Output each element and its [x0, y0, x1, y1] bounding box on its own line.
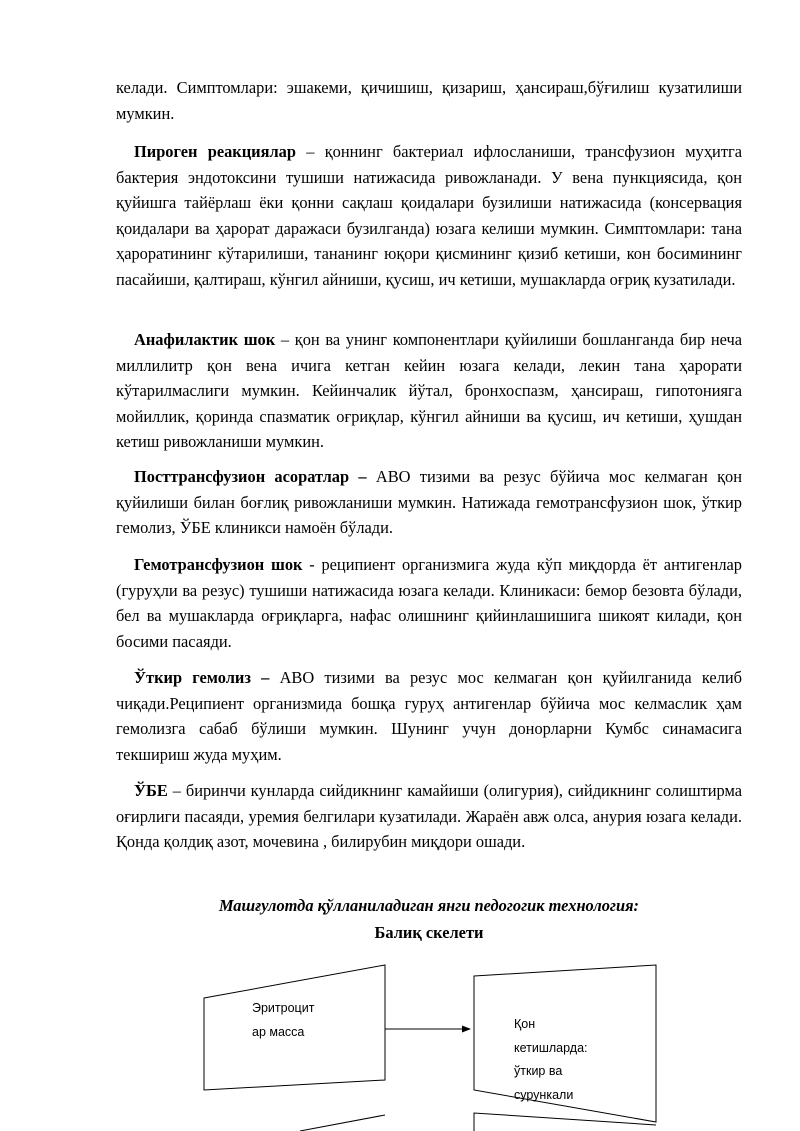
paragraph-term: Анафилактик шок [134, 330, 276, 349]
paragraph-acute-hemolysis [116, 665, 742, 767]
paragraph-acute-renal-failure [116, 778, 742, 855]
paragraph-posttransfusion-complications [116, 464, 742, 541]
paragraph-text: – биринчи кунларда сийдикнинг камайиши (олигурия), сийдикнинг солиштирма оғирлиги пасаяди, уремия белгилари кузатилади. Жараён авж олса, анурия юзага келади. Қонда қолдиқ азот, мочевина , билирубин миқдори ошади. [116, 781, 742, 852]
paragraph-anaphylactic-shock [116, 327, 742, 455]
box-label-line: сурункали [514, 1087, 574, 1102]
diagram-box-bottom-right [474, 1113, 656, 1131]
paragraph-text: келади. Симптомлари: эшакеми, қичишиш, қизариш, ҳансираш,бўғилиш кузатилиши мумкин. [116, 78, 742, 123]
diagram-box-label-bleeding [514, 1013, 614, 1107]
paragraph-text: АВО тизими ва резус бўйича мос келмаган қон қуйилиши билан боғлиқ ривожланиши мумкин. Натижада гемотрансфузион шок, ўткир гемолиз, ЎБЕ клиникси намоён бўлади. [116, 467, 742, 538]
paragraph-term: Гемотрансфузион шок [134, 555, 303, 574]
technology-heading: Машғулотда қўлланиладиган янги педогогик технология: [218, 896, 640, 915]
paragraph-pyrogenic-reactions [116, 139, 742, 293]
box-label-line: ар масса [252, 1024, 305, 1039]
paragraph-continuation [116, 75, 742, 126]
paragraph-term: Пироген реакциялар [134, 142, 296, 161]
fishbone-diagram [0, 950, 800, 1131]
paragraph-term: ЎБЕ [134, 781, 168, 800]
paragraph-text: – қоннинг бактериал ифлосланиши, трансфузион муҳитга бактерия эндотоксини тушиши натижасида ривожланади. У вена пункциясида, қон қуйишга тайёрлаш ёки қонни сақлаш қоидалари бузилиши натижасида (консервация қоидалари ва ҳарорат даражаси бузилганда) юзага келиши мумкин. Симптомлари: тана ҳароратининг кўтарилиши, тананинг юқори қисмининг қизиб кетиши, кон босимининг пасайиши, қалтираш, кўнгил айниши, қусиш, ич кетиши, мушакларда оғриқ кузатилади. [116, 142, 742, 289]
diagram-box-label-erythrocyte [252, 997, 342, 1044]
fishbone-title: Балиқ скелети [374, 923, 484, 942]
paragraph-text: – қон ва унинг компонентлари қуйилиши бошланганда бир неча миллилитр қон вена ичига кетган кейин юзага келади, лекин тана ҳарорати кўтарилмаслиги мумкин. Кейинчалик йўтал, бронхоспазм, ҳансираш, гипотонияга мойиллик, қоринда спазматик оғриқлар, кўнгил айниши ва қусиш, ич кетиши, ҳушдан кетиш ривожланиши мумкин. [116, 330, 743, 452]
box-label-line: Эритроцит [252, 1001, 315, 1015]
paragraph-term: Посттрансфузион асоратлар – [134, 467, 367, 486]
paragraph-text: - реципиент организмига жуда кўп миқдорда ёт антигенлар (гуруҳли ва резус) тушиши натижасида юзага келади. Клиникаси: бемор безовта бўлади, бел ва мушакларда оғриқларга, нафас олишнинг қийинлашишига шикоят килади, қон босими пасаяди. [116, 555, 742, 651]
paragraph-hemotransfusion-shock [116, 552, 742, 654]
box-label-line: Қон [514, 1017, 536, 1031]
box-label-line: ўткир ва [514, 1064, 563, 1078]
paragraph-term: Ўткир гемолиз – [134, 668, 270, 687]
diagram-box-bottom-left [300, 1115, 385, 1131]
paragraph-text: АВО тизими ва резус мос келмаган қон қуйилганида келиб чиқади.Реципиент организмида бошқа гуруҳ антигенлар бўйича мос келмаслик ҳам гемолизга сабаб бўлиши мумкин. Шунинг учун донорларни Кумбс синамасига текшириш жуда муҳим. [116, 668, 742, 764]
box-label-line: кетишларда: [514, 1040, 588, 1055]
